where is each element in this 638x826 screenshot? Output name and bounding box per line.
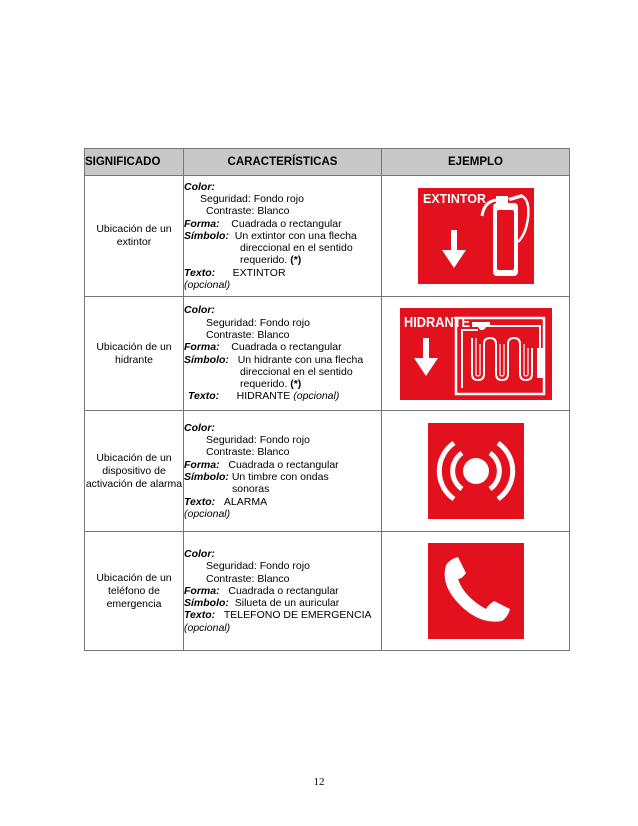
opcional-text: (opcional) (184, 279, 231, 292)
ejemplo-cell (382, 176, 570, 297)
forma-label: Forma: (184, 217, 220, 230)
opcional-text: (opcional) (293, 390, 340, 403)
simbolo-cont2: requerido. (*) (240, 254, 302, 267)
simbolo-value: Un hidrante con una flecha (237, 353, 364, 366)
forma-label: Forma: (184, 458, 220, 471)
table-row (85, 532, 570, 651)
significado-cell: Ubicación de un teléfono de emergencia (85, 532, 184, 651)
caracteristicas-cell (184, 411, 382, 532)
ejemplo-cell (382, 297, 570, 411)
table-row (85, 411, 570, 532)
seguridad-text: Seguridad: Fondo rojo (206, 560, 310, 573)
contraste-text: Contraste: Blanco (206, 572, 290, 585)
hydrant-sign (400, 308, 552, 400)
forma-value: Cuadrada o rectangular (231, 341, 342, 354)
simbolo-label: Símbolo: (184, 353, 229, 366)
simbolo-note: (*) (290, 254, 302, 267)
seguridad-text: Seguridad: Fondo rojo (200, 192, 304, 205)
telephone-sign (428, 543, 524, 639)
forma-label: Forma: (184, 584, 220, 597)
table-header-row (85, 149, 570, 176)
color-label: Color: (184, 421, 215, 434)
forma-line (184, 341, 381, 353)
significado-cell: Ubicación de un hidrante (85, 297, 184, 411)
table-row (85, 297, 570, 411)
ejemplo-cell (382, 411, 570, 532)
simbolo-value: Silueta de un auricular (234, 597, 340, 610)
color-label: Color: (184, 547, 215, 560)
simbolo-cont2: requerido. (*) (240, 378, 302, 391)
simbolo-label: Símbolo: (184, 597, 229, 610)
simbolo-value: Un timbre con ondas (231, 471, 329, 483)
opcional-text: (opcional) (184, 507, 231, 520)
seguridad-text: Seguridad: Fondo rojo (206, 434, 310, 447)
texto-label: Texto: (184, 609, 216, 622)
texto-label: Texto: (184, 495, 216, 508)
sign-label: HIDRANTE (403, 313, 470, 331)
simbolo-line (184, 354, 381, 366)
opcional-text: (opcional) (184, 621, 231, 634)
safety-signs-table (84, 148, 570, 651)
significado-cell: Ubicación de un dispositivo de activación de alarma (85, 411, 184, 532)
forma-label: Forma: (184, 341, 220, 354)
simbolo-cont: sonoras (232, 483, 270, 496)
texto-line (184, 390, 381, 402)
forma-line (184, 459, 381, 471)
texto-value: TELEFONO DE EMERGENCIA (223, 609, 372, 622)
caracteristicas-cell (184, 532, 382, 651)
forma-line (184, 585, 381, 597)
texto-value: ALARMA (223, 495, 268, 508)
header-caracteristicas: CARACTERÍSTICAS (184, 149, 382, 176)
simbolo-value: Un extintor con una flecha (234, 229, 357, 242)
color-label: Color: (184, 180, 215, 193)
simbolo-label: Símbolo: (184, 471, 229, 483)
header-ejemplo: EJEMPLO (382, 149, 570, 176)
simbolo-cont: direccional en el sentido (240, 365, 353, 378)
simbolo-label: Símbolo: (184, 229, 229, 242)
simbolo-line (184, 597, 381, 609)
extinguisher-sign (418, 188, 534, 284)
caracteristicas-cell (184, 176, 382, 297)
texto-line (184, 609, 381, 621)
header-significado: SIGNIFICADO (85, 149, 184, 176)
texto-value: EXTINTOR (232, 266, 286, 279)
texto-value: HIDRANTE (236, 390, 291, 403)
texto-label: Texto: (188, 390, 220, 403)
simbolo-line (184, 471, 381, 483)
texto-label: Texto: (184, 266, 216, 279)
contraste-text: Contraste: Blanco (206, 446, 290, 459)
table-row (85, 176, 570, 297)
ejemplo-cell (382, 532, 570, 651)
contraste-text: Contraste: Blanco (206, 328, 290, 341)
texto-line (184, 496, 381, 508)
simbolo-cont: direccional en el sentido (240, 242, 353, 255)
simbolo-line (184, 230, 381, 242)
caracteristicas-cell (184, 297, 382, 411)
color-label: Color: (184, 304, 215, 317)
contraste-text: Contraste: Blanco (206, 205, 290, 218)
simbolo-note: (*) (290, 378, 302, 391)
alarm-sign (428, 423, 524, 519)
forma-line (184, 218, 381, 230)
page-number: 12 (313, 776, 325, 788)
significado-cell: Ubicación de un extintor (85, 176, 184, 297)
sign-label: EXTINTOR (422, 192, 486, 206)
forma-value: Cuadrada o rectangular (228, 458, 339, 471)
forma-value: Cuadrada o rectangular (231, 217, 342, 230)
texto-line (184, 267, 381, 279)
seguridad-text: Seguridad: Fondo rojo (206, 316, 310, 329)
forma-value: Cuadrada o rectangular (228, 584, 339, 597)
